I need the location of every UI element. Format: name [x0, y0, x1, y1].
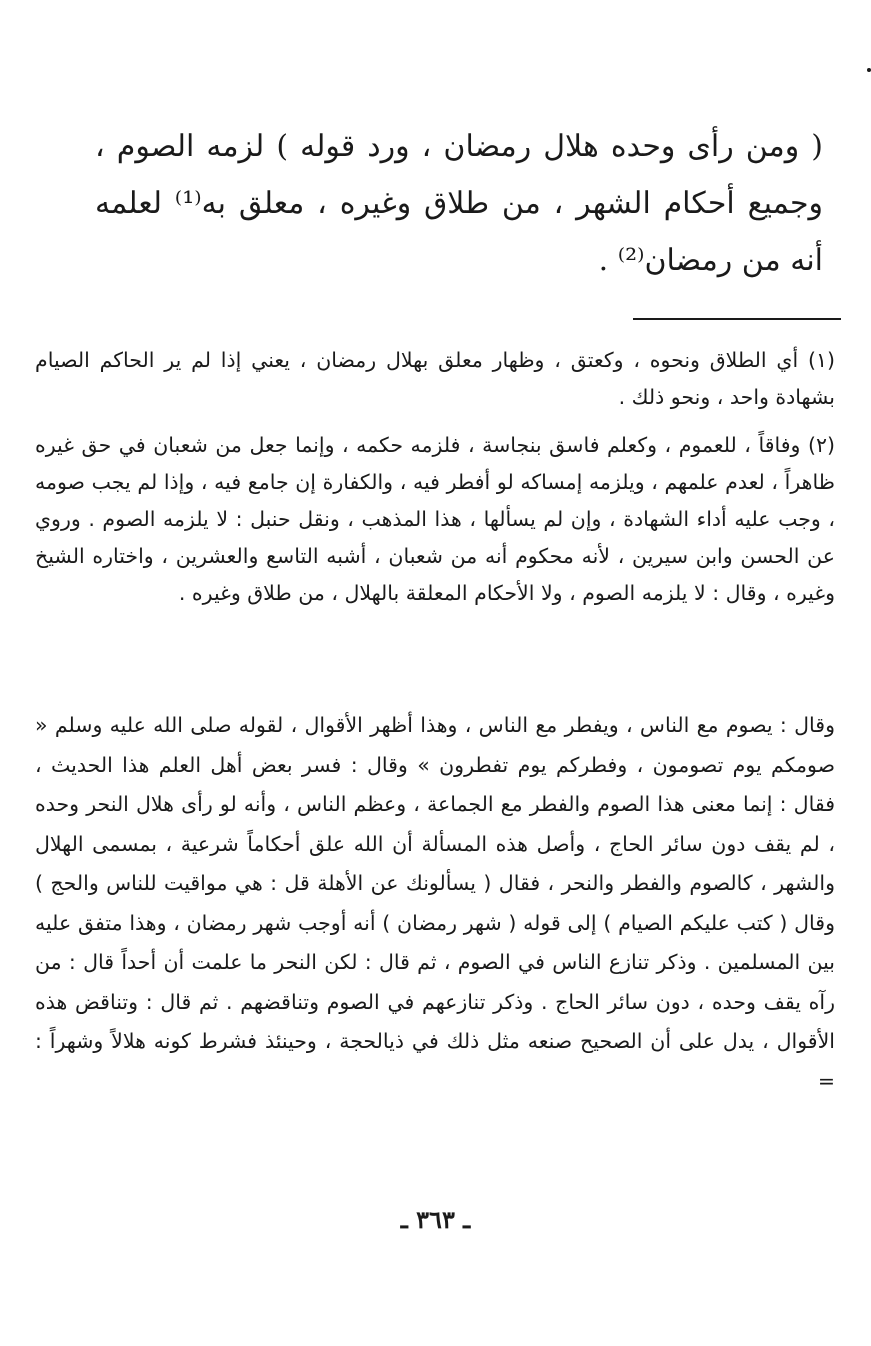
- page-number: ـ ٣٦٣ ـ: [400, 1205, 471, 1234]
- commentary-text: وقال : يصوم مع الناس ، ويفطر مع الناس ، وهذا أظهر الأقوال ، لقوله صلى الله عليه وسلم « صومكم يوم تصومون ، وفطركم يوم تفطرون » وقال : فسر بعض أهل العلم هذا الحديث ، فقال : إنما معنى هذا الصوم والفطر مع الجماعة ، وعظم الناس ، وأنه لو رأى هلال النحر وحده ، لم يقف دون سائر الحاج ، وأصل هذه المسألة أن الله علق أحكاماً شرعية ، بمسمى الهلال والشهر ، كالصوم والفطر والنحر ، فقال ( يسألونك عن الأهلة قل : هي مواقيت للناس والحج ) وقال ( كتب عليكم الصيام ) إلى قوله ( شهر رمضان ) أنه أوجب شهر رمضان ، وهذا متفق عليه بين المسلمين . وذكر تنازع الناس في الصوم ، ثم قال : لكن النحر ما علمت أن أحداً قال : من رآه يقف وحده ، دون سائر الحاج . وذكر تنازعهم في الصوم وتناقضهم . ثم قال : وتناقض هذه الأقوال ، يدل على أن الصحيح صنعه مثل ذلك في ذيالحجة ، وحينئذ فشرط كونه هلالاً وشهراً : =: [35, 713, 835, 1093]
- footnotes: [35, 342, 835, 612]
- footnote-separator-rule: [633, 318, 841, 320]
- main-text: ( ومن رأى وحده هلال رمضان ، ورد قوله ) لزمه الصوم ، وجميع أحكام الشهر ، من طلاق وغيره ، معلق به⁽¹⁾ لعلمه أنه من رمضان⁽²⁾ .: [95, 129, 823, 278]
- footnote-1: (١) أي الطلاق ونحوه ، وكعتق ، وظهار معلق بهلال رمضان ، يعني إذا لم ير الحاكم الصيام بشهادة واحد ، ونحو ذلك .: [35, 348, 835, 409]
- footnote-2: (٢) وفاقاً ، للعموم ، وكعلم فاسق بنجاسة ، فلزمه حكمه ، وإنما جعل من شعبان في حق غيره ظاهراً ، لعدم علمهم ، ويلزمه إمساكه لو أفطر فيه ، والكفارة إن جامع فيه ، وإذا لم يجب صومه ، وجب عليه أداء الشهادة ، وإن لم يسألها ، هذا المذهب ، ونقل حنبل : لا يلزمه الصوم . وروي عن الحسن وابن سيرين ، لأنه محكوم أنه من شعبان ، أشبه التاسع والعشرين ، واختاره الشيخ وغيره ، وقال : لا يلزمه الصوم ، ولا الأحكام المعلقة بالهلال ، من طلاق وغيره .: [35, 433, 835, 605]
- stray-ink-dot: [867, 68, 871, 72]
